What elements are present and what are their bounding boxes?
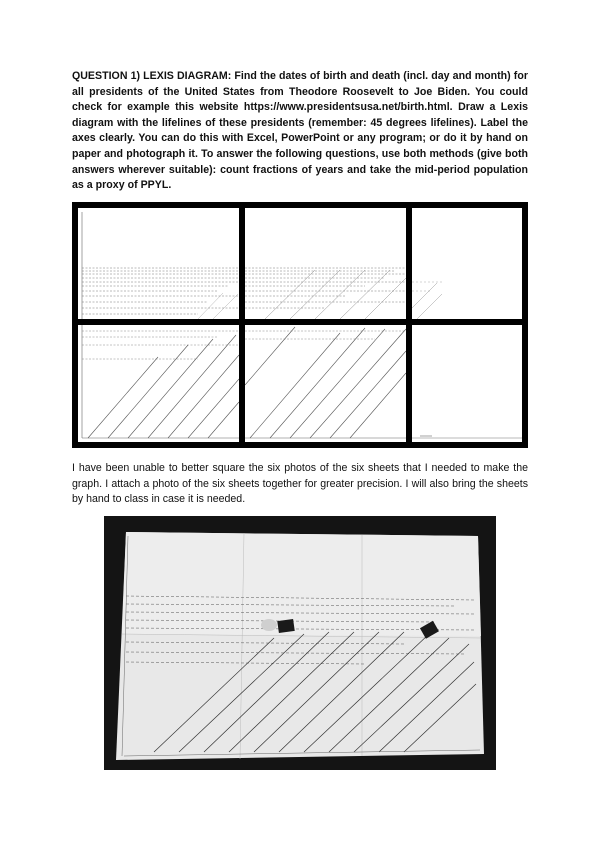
sheet-top-right (412, 208, 522, 319)
note-text: I have been unable to better square the six photos of the six sheets that I needed to make the graph. I attach a photo of the six sheets together for greater precision. I will also bring the sheets by hand to class in case it is needed. (72, 462, 528, 506)
lexis-sheets-collage (72, 202, 528, 448)
sheet-bottom-right (412, 325, 522, 442)
sheet-top-left (78, 208, 239, 319)
sheet-bottom-middle (245, 325, 406, 442)
sheets-photo (104, 516, 496, 770)
sheet-bottom-left (78, 325, 239, 442)
question-text: QUESTION 1) LEXIS DIAGRAM: Find the dates of birth and death (incl. day and month) for all presidents of the United States from Theodore Roosevelt to Joe Biden. You could check for example this website https://www.presidentsusa.net/birth.html. Draw a Lexis diagram with the lifelines of these presidents (remember: 45 degrees lifelines). Label the axes clearly. You can do this with Excel, PowerPoint or any program; or do it by hand on paper and photograph it. To answer the following questions, use both methods (give both answers wherever suitable): count fractions of years and take the mid-period population as a proxy of PPYL. (72, 70, 528, 192)
sheet-top-middle (245, 208, 406, 319)
